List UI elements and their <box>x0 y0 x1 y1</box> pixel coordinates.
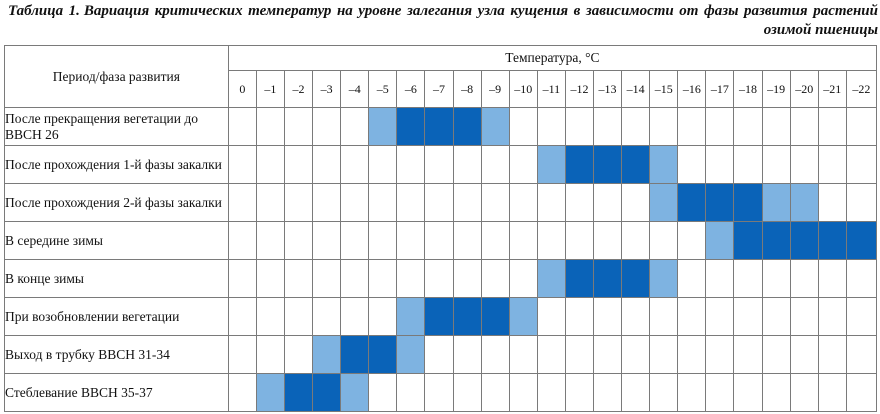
critical-cell-dark <box>622 260 650 298</box>
temperature-header: Температура, °С <box>228 46 876 71</box>
temperature-column-header: –1 <box>256 71 284 108</box>
table-cell <box>622 298 650 336</box>
table-cell <box>369 222 397 260</box>
table-cell <box>313 222 341 260</box>
table-cell <box>622 184 650 222</box>
temperature-column-header: –15 <box>650 71 678 108</box>
table-cell <box>256 260 284 298</box>
table-cell <box>650 222 678 260</box>
critical-cell-light <box>341 374 369 412</box>
caption-label: Таблица 1. <box>8 3 80 19</box>
critical-cell-dark <box>369 336 397 374</box>
critical-cell-dark <box>846 222 876 260</box>
table-cell <box>537 374 565 412</box>
table-cell <box>706 374 734 412</box>
critical-cell-light <box>650 184 678 222</box>
temperature-column-header: –21 <box>818 71 846 108</box>
critical-cell-dark <box>565 260 593 298</box>
critical-cell-dark <box>790 222 818 260</box>
critical-cell-dark <box>341 336 369 374</box>
table-cell <box>537 108 565 146</box>
table-cell <box>509 108 537 146</box>
temperature-column-header: –7 <box>425 71 453 108</box>
table-cell <box>706 260 734 298</box>
period-header: Период/фаза развития <box>5 46 229 108</box>
table-cell <box>565 184 593 222</box>
critical-cell-dark <box>397 108 425 146</box>
table-cell <box>762 260 790 298</box>
table-cell <box>762 108 790 146</box>
table-cell <box>593 336 621 374</box>
table-cell <box>228 222 256 260</box>
table-cell <box>425 260 453 298</box>
table-cell <box>650 108 678 146</box>
table-cell <box>593 184 621 222</box>
temperature-column-header: –19 <box>762 71 790 108</box>
table-cell <box>706 146 734 184</box>
table-cell <box>228 184 256 222</box>
table-cell <box>425 374 453 412</box>
table-cell <box>790 374 818 412</box>
table-cell <box>453 336 481 374</box>
table-cell <box>397 184 425 222</box>
temperature-column-header: –3 <box>313 71 341 108</box>
table-cell <box>397 260 425 298</box>
table-cell <box>313 146 341 184</box>
table-cell <box>228 260 256 298</box>
table-cell <box>369 374 397 412</box>
temperature-column-header: –9 <box>481 71 509 108</box>
table-cell <box>818 108 846 146</box>
table-cell <box>734 298 762 336</box>
table-cell <box>453 260 481 298</box>
table-cell <box>228 108 256 146</box>
table-cell <box>818 260 846 298</box>
table-cell <box>369 298 397 336</box>
table-cell <box>313 260 341 298</box>
row-label: После прохождения 2-й фазы закалки <box>5 184 229 222</box>
table-cell <box>341 184 369 222</box>
row-label: В конце зимы <box>5 260 229 298</box>
table-cell <box>341 298 369 336</box>
temperature-column-header: –16 <box>678 71 706 108</box>
table-cell <box>341 146 369 184</box>
row-label: После прохождения 1-й фазы закалки <box>5 146 229 184</box>
table-cell <box>228 146 256 184</box>
table-cell <box>481 260 509 298</box>
temperature-column-header: –22 <box>846 71 876 108</box>
critical-cell-dark <box>565 146 593 184</box>
table-cell <box>284 260 312 298</box>
table-cell <box>425 146 453 184</box>
temperature-column-header: –17 <box>706 71 734 108</box>
table-cell <box>790 108 818 146</box>
table-cell <box>481 146 509 184</box>
table-cell <box>313 298 341 336</box>
table-cell <box>650 298 678 336</box>
table-row <box>5 184 877 222</box>
table-cell <box>284 184 312 222</box>
table-cell <box>369 146 397 184</box>
critical-cell-light <box>481 108 509 146</box>
table-cell <box>734 146 762 184</box>
table-cell <box>256 146 284 184</box>
table-cell <box>678 108 706 146</box>
table-cell <box>678 298 706 336</box>
table-cell <box>425 336 453 374</box>
table-cell <box>537 184 565 222</box>
table-cell <box>762 374 790 412</box>
critical-cell-dark <box>453 298 481 336</box>
table-cell <box>369 260 397 298</box>
critical-cell-light <box>256 374 284 412</box>
critical-cell-dark <box>622 146 650 184</box>
critical-cell-dark <box>678 184 706 222</box>
table-cell <box>818 184 846 222</box>
table-cell <box>678 146 706 184</box>
critical-cell-light <box>537 260 565 298</box>
critical-cell-light <box>762 184 790 222</box>
critical-cell-light <box>369 108 397 146</box>
critical-cell-light <box>397 298 425 336</box>
table-cell <box>481 222 509 260</box>
table-cell <box>593 374 621 412</box>
row-label: В середине зимы <box>5 222 229 260</box>
critical-cell-dark <box>593 260 621 298</box>
table-cell <box>650 336 678 374</box>
temperature-column-header: –4 <box>341 71 369 108</box>
table-cell <box>228 336 256 374</box>
table-cell <box>397 374 425 412</box>
table-cell <box>284 298 312 336</box>
table-cell <box>256 336 284 374</box>
table-cell <box>509 184 537 222</box>
table-cell <box>622 108 650 146</box>
table-cell <box>509 146 537 184</box>
table-cell <box>284 336 312 374</box>
temperature-column-header: –13 <box>593 71 621 108</box>
table-cell <box>678 222 706 260</box>
table-cell <box>734 336 762 374</box>
temperature-column-header: –8 <box>453 71 481 108</box>
table-cell <box>284 146 312 184</box>
temperature-column-header: –5 <box>369 71 397 108</box>
table-cell <box>818 146 846 184</box>
table-cell <box>509 374 537 412</box>
row-label: Выход в трубку ВВСН 31-34 <box>5 336 229 374</box>
table-body <box>5 108 877 412</box>
table-cell <box>846 108 876 146</box>
table-cell <box>593 298 621 336</box>
temperature-column-header: –6 <box>397 71 425 108</box>
table-cell <box>706 336 734 374</box>
critical-cell-dark <box>313 374 341 412</box>
critical-cell-light <box>650 260 678 298</box>
table-cell <box>790 336 818 374</box>
table-caption <box>8 2 878 40</box>
table-cell <box>790 260 818 298</box>
table-cell <box>341 108 369 146</box>
table-cell <box>481 184 509 222</box>
table-cell <box>762 336 790 374</box>
table-cell <box>425 184 453 222</box>
temperature-column-header: –11 <box>537 71 565 108</box>
table-cell <box>509 260 537 298</box>
table-cell <box>256 222 284 260</box>
table-cell <box>453 184 481 222</box>
table-cell <box>481 336 509 374</box>
table-cell <box>622 374 650 412</box>
temperature-column-header: –12 <box>565 71 593 108</box>
table-cell <box>846 298 876 336</box>
table-cell <box>846 336 876 374</box>
table-cell <box>341 222 369 260</box>
critical-cell-dark <box>425 108 453 146</box>
table-cell <box>313 108 341 146</box>
table-cell <box>453 146 481 184</box>
critical-cell-dark <box>284 374 312 412</box>
table-cell <box>734 260 762 298</box>
table-cell <box>818 298 846 336</box>
table-cell <box>650 374 678 412</box>
row-label: При возобновлении вегетации <box>5 298 229 336</box>
row-label: Стеблевание ВВСН 35-37 <box>5 374 229 412</box>
table-cell <box>706 108 734 146</box>
table-cell <box>565 222 593 260</box>
critical-cell-dark <box>593 146 621 184</box>
temperature-column-header: –2 <box>284 71 312 108</box>
critical-cell-light <box>790 184 818 222</box>
table-cell <box>846 374 876 412</box>
table-row <box>5 336 877 374</box>
table-cell <box>369 184 397 222</box>
table-cell <box>565 108 593 146</box>
critical-cell-dark <box>818 222 846 260</box>
table-cell <box>565 298 593 336</box>
row-label: После прекращения вегетации до ВВСН 26 <box>5 108 229 146</box>
table-cell <box>228 374 256 412</box>
critical-cell-dark <box>453 108 481 146</box>
critical-cell-light <box>706 222 734 260</box>
table-cell <box>846 146 876 184</box>
table-cell <box>734 108 762 146</box>
table-cell <box>509 336 537 374</box>
table-cell <box>284 222 312 260</box>
table-cell <box>762 146 790 184</box>
critical-cell-light <box>397 336 425 374</box>
table-cell <box>256 184 284 222</box>
critical-cell-dark <box>734 222 762 260</box>
table-row <box>5 298 877 336</box>
table-cell <box>790 298 818 336</box>
table-cell <box>678 260 706 298</box>
table-cell <box>818 336 846 374</box>
temperature-column-header: –18 <box>734 71 762 108</box>
table-cell <box>397 222 425 260</box>
table-cell <box>565 374 593 412</box>
table-cell <box>453 374 481 412</box>
critical-cell-dark <box>481 298 509 336</box>
temperature-column-header: –20 <box>790 71 818 108</box>
table-cell <box>537 336 565 374</box>
critical-cell-dark <box>425 298 453 336</box>
table-cell <box>537 222 565 260</box>
table-cell <box>397 146 425 184</box>
table-cell <box>256 108 284 146</box>
table-cell <box>284 108 312 146</box>
table-cell <box>846 260 876 298</box>
table-cell <box>818 374 846 412</box>
critical-cell-dark <box>706 184 734 222</box>
table-row <box>5 374 877 412</box>
table-cell <box>734 374 762 412</box>
temperature-table <box>4 45 877 412</box>
table-cell <box>622 336 650 374</box>
critical-cell-light <box>313 336 341 374</box>
table-cell <box>256 298 284 336</box>
table-cell <box>341 260 369 298</box>
table-row <box>5 222 877 260</box>
table-cell <box>846 184 876 222</box>
table-cell <box>678 336 706 374</box>
table-row <box>5 146 877 184</box>
temperature-column-header: 0 <box>228 71 256 108</box>
table-cell <box>790 146 818 184</box>
table-cell <box>622 222 650 260</box>
table-cell <box>509 222 537 260</box>
table-cell <box>762 298 790 336</box>
table-cell <box>593 108 621 146</box>
table-cell <box>313 184 341 222</box>
table-cell <box>706 298 734 336</box>
table-cell <box>678 374 706 412</box>
table-cell <box>228 298 256 336</box>
critical-cell-light <box>537 146 565 184</box>
table-cell <box>593 222 621 260</box>
table-cell <box>425 222 453 260</box>
critical-cell-light <box>509 298 537 336</box>
table-row <box>5 108 877 146</box>
caption-text: Вариация критических температур на уровне залегания узла кущения в зависимости от фазы развития растений озимой пшеницы <box>83 3 878 38</box>
critical-cell-dark <box>734 184 762 222</box>
critical-cell-light <box>650 146 678 184</box>
table-cell <box>565 336 593 374</box>
temperature-column-header: –10 <box>509 71 537 108</box>
table-row <box>5 260 877 298</box>
table-cell <box>481 374 509 412</box>
table-cell <box>537 298 565 336</box>
temperature-column-header: –14 <box>622 71 650 108</box>
critical-cell-dark <box>762 222 790 260</box>
table-cell <box>453 222 481 260</box>
